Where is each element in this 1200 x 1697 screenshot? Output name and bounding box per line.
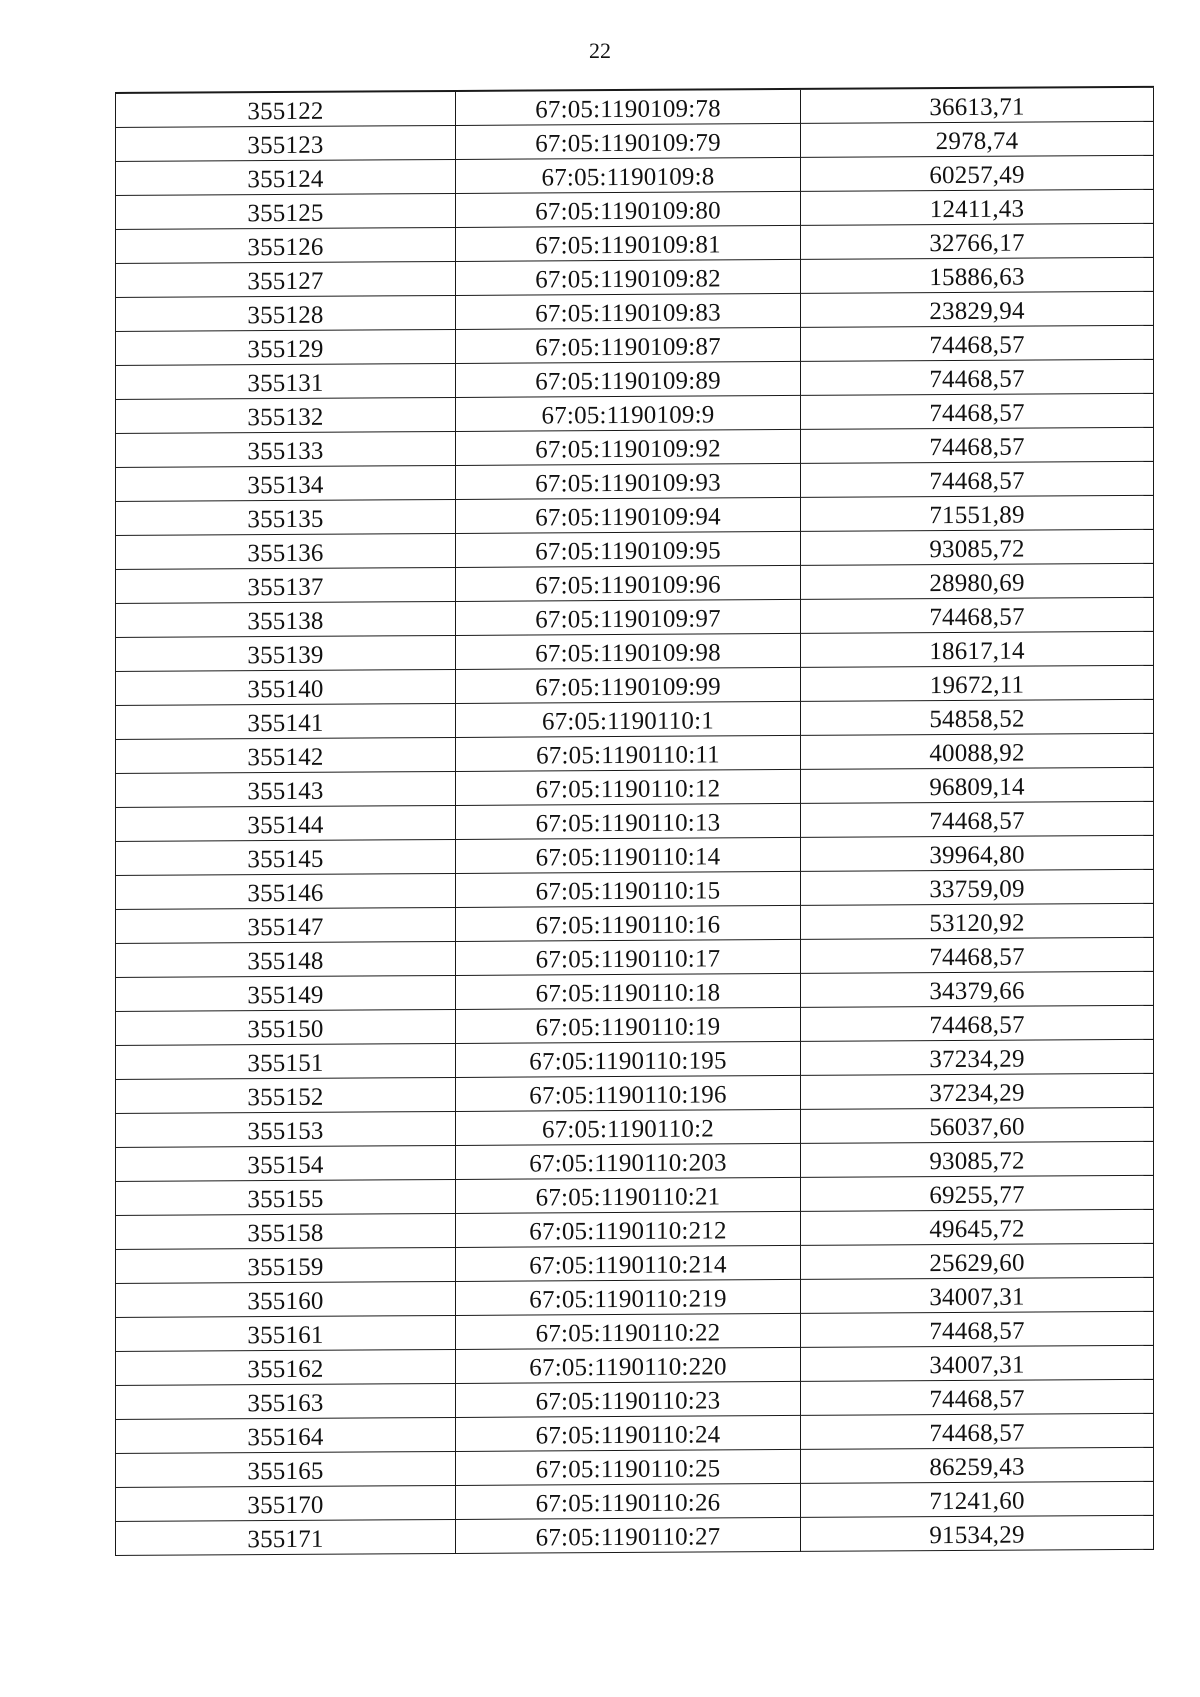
cadastral-value-cell: 86259,43: [801, 1447, 1154, 1483]
row-id-cell: 355149: [116, 975, 456, 1011]
cadastral-value-cell: 34007,31: [801, 1277, 1154, 1313]
cadastral-number-cell: 67:05:1190109:97: [456, 599, 801, 635]
cadastral-number-cell: 67:05:1190109:89: [456, 361, 801, 397]
cadastral-number-cell: 67:05:1190109:80: [456, 191, 801, 227]
cadastral-value-cell: 56037,60: [801, 1107, 1154, 1143]
cadastral-number-cell: 67:05:1190109:98: [456, 633, 801, 669]
cadastral-number-cell: 67:05:1190109:8: [456, 157, 801, 193]
row-id-cell: 355161: [116, 1315, 456, 1351]
table-row: [116, 1243, 1154, 1283]
cadastral-value-cell: 71241,60: [801, 1481, 1154, 1517]
table-row: [116, 801, 1154, 841]
cadastral-value-cell: 96809,14: [801, 767, 1154, 803]
cadastral-number-cell: 67:05:1190110:22: [456, 1313, 801, 1349]
row-id-cell: 355165: [116, 1451, 456, 1487]
table-row: [116, 393, 1154, 433]
table-row: [116, 767, 1154, 807]
table-row: [116, 1515, 1154, 1555]
row-id-cell: 355162: [116, 1349, 456, 1385]
table-row: [116, 495, 1154, 535]
row-id-cell: 355155: [116, 1179, 456, 1215]
cadastral-value-cell: 93085,72: [801, 1141, 1154, 1177]
cadastral-value-cell: 74468,57: [801, 359, 1154, 395]
row-id-cell: 355150: [116, 1009, 456, 1045]
table-row: [116, 427, 1154, 467]
cadastral-value-cell: 69255,77: [801, 1175, 1154, 1211]
row-id-cell: 355135: [116, 499, 456, 535]
cadastral-value-cell: 28980,69: [801, 563, 1154, 599]
table-row: [116, 1379, 1154, 1419]
cadastral-value-cell: 25629,60: [801, 1243, 1154, 1279]
cadastral-number-cell: 67:05:1190110:195: [456, 1041, 801, 1077]
table-row: [116, 1141, 1154, 1181]
row-id-cell: 355129: [116, 329, 456, 365]
cadastral-value-cell: 74468,57: [801, 461, 1154, 497]
cadastral-number-cell: 67:05:1190110:16: [456, 905, 801, 941]
cadastral-value-cell: 23829,94: [801, 291, 1154, 327]
cadastral-number-cell: 67:05:1190109:82: [456, 259, 801, 295]
cadastral-value-cell: 12411,43: [801, 189, 1154, 225]
cadastral-number-cell: 67:05:1190110:11: [456, 735, 801, 771]
table-row: [116, 835, 1154, 875]
table-row: [116, 597, 1154, 637]
cadastral-number-cell: 67:05:1190110:220: [456, 1347, 801, 1383]
row-id-cell: 355128: [116, 295, 456, 331]
row-id-cell: 355143: [116, 771, 456, 807]
cadastral-number-cell: 67:05:1190110:25: [456, 1449, 801, 1485]
row-id-cell: 355151: [116, 1043, 456, 1079]
cadastral-number-cell: 67:05:1190109:9: [456, 395, 801, 431]
cadastral-value-cell: 71551,89: [801, 495, 1154, 531]
table-row: [116, 937, 1154, 977]
cadastral-value-cell: 37234,29: [801, 1039, 1154, 1075]
cadastral-number-cell: 67:05:1190110:27: [456, 1517, 801, 1553]
cadastral-number-cell: 67:05:1190109:78: [456, 89, 801, 126]
table-row: [116, 1039, 1154, 1079]
table-row: [116, 1175, 1154, 1215]
table-row: [116, 189, 1154, 229]
row-id-cell: 355137: [116, 567, 456, 603]
row-id-cell: 355153: [116, 1111, 456, 1147]
table-row: [116, 155, 1154, 195]
row-id-cell: 355126: [116, 227, 456, 263]
cadastral-number-cell: 67:05:1190109:96: [456, 565, 801, 601]
table-row: [116, 461, 1154, 501]
row-id-cell: 355147: [116, 907, 456, 943]
table-row: [116, 699, 1154, 739]
table-row: [116, 1447, 1154, 1487]
cadastral-number-cell: 67:05:1190110:21: [456, 1177, 801, 1213]
cadastral-value-cell: 74468,57: [801, 937, 1154, 973]
cadastral-number-cell: 67:05:1190110:196: [456, 1075, 801, 1111]
cadastral-value-cell: 2978,74: [801, 121, 1154, 157]
cadastral-value-cell: 74468,57: [801, 427, 1154, 463]
cadastral-value-cell: 74468,57: [801, 1005, 1154, 1041]
table-row: [116, 869, 1154, 909]
cadastral-number-cell: 67:05:1190110:14: [456, 837, 801, 873]
cadastral-number-cell: 67:05:1190110:15: [456, 871, 801, 907]
cadastral-value-cell: 53120,92: [801, 903, 1154, 939]
cadastral-number-cell: 67:05:1190110:17: [456, 939, 801, 975]
cadastral-value-cell: 36613,71: [801, 87, 1154, 124]
cadastral-number-cell: 67:05:1190110:19: [456, 1007, 801, 1043]
row-id-cell: 355141: [116, 703, 456, 739]
row-id-cell: 355125: [116, 193, 456, 229]
cadastral-number-cell: 67:05:1190109:94: [456, 497, 801, 533]
row-id-cell: 355163: [116, 1383, 456, 1419]
cadastral-value-cell: 32766,17: [801, 223, 1154, 259]
table-row: [116, 903, 1154, 943]
cadastral-value-cell: 37234,29: [801, 1073, 1154, 1109]
cadastral-number-cell: 67:05:1190110:18: [456, 973, 801, 1009]
row-id-cell: 355171: [116, 1519, 456, 1555]
row-id-cell: 355138: [116, 601, 456, 637]
cadastral-number-cell: 67:05:1190110:12: [456, 769, 801, 805]
row-id-cell: 355142: [116, 737, 456, 773]
cadastral-value-cell: 33759,09: [801, 869, 1154, 905]
row-id-cell: 355158: [116, 1213, 456, 1249]
cadastral-value-cell: 74468,57: [801, 1413, 1154, 1449]
cadastral-value-cell: 74468,57: [801, 1311, 1154, 1347]
cadastral-value-cell: 74468,57: [801, 801, 1154, 837]
cadastral-number-cell: 67:05:1190110:214: [456, 1245, 801, 1281]
table-row: [116, 1413, 1154, 1453]
row-id-cell: 355133: [116, 431, 456, 467]
cadastral-number-cell: 67:05:1190110:2: [456, 1109, 801, 1145]
cadastral-number-cell: 67:05:1190110:212: [456, 1211, 801, 1247]
cadastral-value-cell: 60257,49: [801, 155, 1154, 191]
table-row: [116, 1107, 1154, 1147]
row-id-cell: 355145: [116, 839, 456, 875]
table-row: [116, 631, 1154, 671]
row-id-cell: 355148: [116, 941, 456, 977]
cadastral-value-cell: 39964,80: [801, 835, 1154, 871]
cadastral-value-cell: 34007,31: [801, 1345, 1154, 1381]
cadastral-number-cell: 67:05:1190110:26: [456, 1483, 801, 1519]
cadastral-number-cell: 67:05:1190110:219: [456, 1279, 801, 1315]
table-row: [116, 1073, 1154, 1113]
cadastral-number-cell: 67:05:1190109:95: [456, 531, 801, 567]
cadastral-value-cell: 74468,57: [801, 325, 1154, 361]
table-row: [116, 87, 1154, 128]
row-id-cell: 355146: [116, 873, 456, 909]
cadastral-number-cell: 67:05:1190110:23: [456, 1381, 801, 1417]
row-id-cell: 355132: [116, 397, 456, 433]
table-row: [116, 121, 1154, 161]
cadastral-number-cell: 67:05:1190110:24: [456, 1415, 801, 1451]
cadastral-number-cell: 67:05:1190109:79: [456, 123, 801, 159]
page-number: 22: [589, 38, 611, 63]
cadastral-number-cell: 67:05:1190109:87: [456, 327, 801, 363]
cadastral-value-cell: 34379,66: [801, 971, 1154, 1007]
row-id-cell: 355159: [116, 1247, 456, 1283]
cadastral-number-cell: 67:05:1190109:92: [456, 429, 801, 465]
table-row: [116, 257, 1154, 297]
table-row: [116, 1481, 1154, 1521]
table-row: [116, 665, 1154, 705]
row-id-cell: 355136: [116, 533, 456, 569]
cadastral-value-cell: 93085,72: [801, 529, 1154, 565]
row-id-cell: 355127: [116, 261, 456, 297]
cadastral-value-cell: 74468,57: [801, 597, 1154, 633]
row-id-cell: 355144: [116, 805, 456, 841]
table-body: [116, 87, 1154, 1556]
row-id-cell: 355140: [116, 669, 456, 705]
row-id-cell: 355124: [116, 159, 456, 195]
row-id-cell: 355160: [116, 1281, 456, 1317]
table-row: [116, 223, 1154, 263]
table-row: [116, 563, 1154, 603]
table-row: [116, 1005, 1154, 1045]
cadastral-value-cell: 15886,63: [801, 257, 1154, 293]
table-row: [116, 529, 1154, 569]
cadastral-value-cell: 54858,52: [801, 699, 1154, 735]
row-id-cell: 355131: [116, 363, 456, 399]
row-id-cell: 355152: [116, 1077, 456, 1113]
table-row: [116, 1209, 1154, 1249]
table-row: [116, 971, 1154, 1011]
cadastral-value-table: [115, 86, 1154, 1556]
cadastral-value-cell: 18617,14: [801, 631, 1154, 667]
row-id-cell: 355154: [116, 1145, 456, 1181]
table-row: [116, 291, 1154, 331]
table-row: [116, 733, 1154, 773]
cadastral-value-cell: 74468,57: [801, 393, 1154, 429]
cadastral-value-cell: 74468,57: [801, 1379, 1154, 1415]
cadastral-number-cell: 67:05:1190109:93: [456, 463, 801, 499]
table-row: [116, 359, 1154, 399]
cadastral-value-cell: 19672,11: [801, 665, 1154, 701]
row-id-cell: 355164: [116, 1417, 456, 1453]
table-row: [116, 1311, 1154, 1351]
cadastral-number-cell: 67:05:1190110:203: [456, 1143, 801, 1179]
cadastral-number-cell: 67:05:1190110:1: [456, 701, 801, 737]
table-row: [116, 1277, 1154, 1317]
cadastral-value-cell: 40088,92: [801, 733, 1154, 769]
row-id-cell: 355134: [116, 465, 456, 501]
row-id-cell: 355123: [116, 125, 456, 161]
cadastral-value-cell: 91534,29: [801, 1515, 1154, 1551]
cadastral-number-cell: 67:05:1190109:83: [456, 293, 801, 329]
row-id-cell: 355122: [116, 91, 456, 128]
cadastral-number-cell: 67:05:1190109:99: [456, 667, 801, 703]
cadastral-number-cell: 67:05:1190110:13: [456, 803, 801, 839]
cadastral-value-cell: 49645,72: [801, 1209, 1154, 1245]
table-row: [116, 325, 1154, 365]
table-row: [116, 1345, 1154, 1385]
row-id-cell: 355170: [116, 1485, 456, 1521]
row-id-cell: 355139: [116, 635, 456, 671]
cadastral-number-cell: 67:05:1190109:81: [456, 225, 801, 261]
